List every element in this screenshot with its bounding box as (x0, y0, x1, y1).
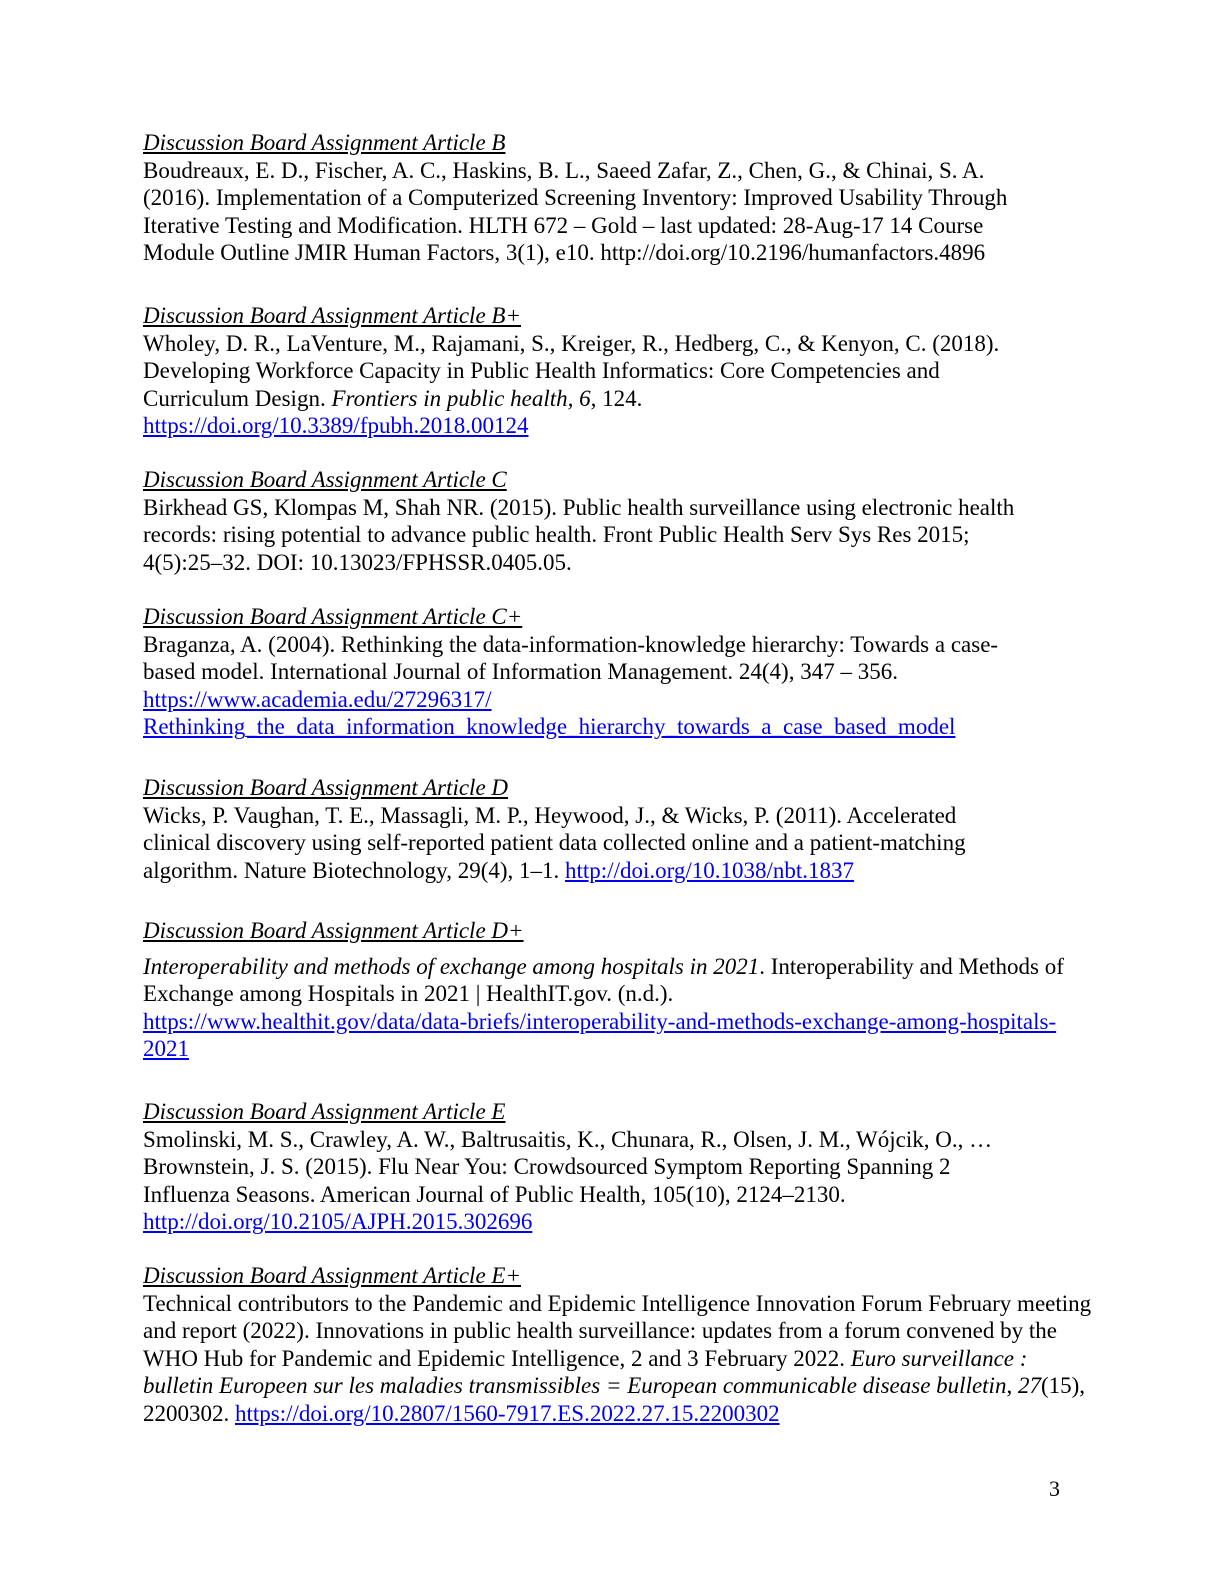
citation-line: clinical discovery using self-reported patient data collected online and a patient-matching (143, 830, 966, 855)
healthit-link[interactable]: https://www.healthit.gov/data/data-briefs/interoperability-and-methods-exchange-among-hospitals- (143, 1008, 1057, 1034)
entry-heading: Discussion Board Assignment Article D (143, 775, 509, 800)
doi-link[interactable]: https://doi.org/10.3389/fpubh.2018.00124 (143, 413, 529, 438)
citation-line: Influenza Seasons. American Journal of Public Health, 105(10), 2124–2130. (143, 1181, 846, 1207)
citation-line: Brownstein, J. S. (2015). Flu Near You: Crowdsourced Symptom Reporting Spanning 2 (143, 1154, 951, 1179)
citation-line: (2016). Implementation of a Computerized Screening Inventory: Improved Usability Through (143, 185, 1008, 210)
citation-line (143, 857, 1133, 885)
citation-line (143, 385, 1133, 413)
entry-heading: Discussion Board Assignment Article B (143, 130, 506, 155)
citation-line: based model. International Journal of Information Management. 24(4), 347 – 356. (143, 659, 898, 684)
reference-entry-d-plus (143, 917, 1133, 1063)
academia-link-continued[interactable]: Rethinking_the_data_information_knowledge_hierarchy_towards_a_case_based_model (143, 714, 956, 739)
reference-entry-c (143, 466, 1133, 576)
citation-line: records: rising potential to advance public health. Front Public Health Serv Sys Res 2015; (143, 522, 970, 547)
citation-text: algorithm. Nature Biotechnology, 29(4), 1–1. (143, 857, 566, 883)
citation-line (143, 412, 1133, 440)
citation-line: 4(5):25–32. DOI: 10.13023/FPHSSR.0405.05. (143, 549, 572, 575)
citation-line: Wholey, D. R., LaVenture, M., Rajamani, S., Kreiger, R., Hedberg, C., & Kenyon, C. (2018). (143, 330, 1000, 356)
citation-line: and report (2022). Innovations in public health surveillance: updates from a forum convened by the (143, 1318, 1057, 1343)
citation-text: . Interoperability and Methods of (759, 953, 1064, 979)
citation-text: 124. (596, 385, 643, 411)
article-title: Interoperability and methods of exchange among hospitals in 2021 (143, 953, 760, 979)
citation-line: Developing Workforce Capacity in Public Health Informatics: Core Competencies and (143, 358, 940, 383)
citation-line (143, 686, 1133, 714)
page-number: 3 (1049, 1476, 1060, 1501)
healthit-link-continued[interactable]: 2021 (143, 1036, 189, 1061)
entry-heading: Discussion Board Assignment Article C (143, 467, 507, 492)
citation-line: Technical contributors to the Pandemic and Epidemic Intelligence Innovation Forum February meeting (143, 1290, 1092, 1316)
citation-line: Exchange among Hospitals in 2021 | HealthIT.gov. (n.d.). (143, 981, 674, 1006)
citation-line (143, 1208, 1133, 1236)
entry-heading: Discussion Board Assignment Article E (143, 1099, 506, 1124)
citation-text: 2200302. (143, 1400, 235, 1426)
doi-link[interactable]: http://doi.org/10.1038/nbt.1837 (565, 857, 855, 883)
citation-line: Boudreaux, E. D., Fischer, A. C., Haskins, B. L., Saeed Zafar, Z., Chen, G., & Chinai, S. A. (143, 157, 985, 183)
volume-number: 27 (1017, 1373, 1041, 1398)
citation-line (143, 953, 1133, 981)
reference-entry-c-plus (143, 603, 1133, 741)
citation-line: Braganza, A. (2004). Rethinking the data-information-knowledge hierarchy: Towards a case- (143, 631, 999, 657)
doi-link[interactable]: http://doi.org/10.2105/AJPH.2015.302696 (143, 1209, 533, 1234)
citation-text: WHO Hub for Pandemic and Epidemic Intelligence, 2 and 3 February 2022. (143, 1345, 851, 1371)
reference-entry-e (143, 1098, 1133, 1236)
entry-heading: Discussion Board Assignment Article B+ (143, 303, 521, 328)
citation-text: (15), (1040, 1373, 1086, 1398)
citation-line (143, 1400, 1133, 1428)
citation-line: Iterative Testing and Modification. HLTH 672 – Gold – last updated: 28-Aug-17 14 Course (143, 212, 984, 238)
citation-line: Module Outline JMIR Human Factors, 3(1), e10. http://doi.org/10.2196/humanfactors.4896 (143, 240, 986, 265)
reference-entry-e-plus (143, 1262, 1133, 1427)
reference-entry-b (143, 129, 1133, 267)
citation-line (143, 1345, 1133, 1373)
reference-entry-b-plus (143, 302, 1133, 440)
citation-line (143, 1035, 1133, 1063)
doi-link[interactable]: https://doi.org/10.2807/1560-7917.ES.2022.27.15.2200302 (235, 1400, 780, 1426)
journal-title: Euro surveillance : (850, 1345, 1028, 1371)
citation-line: Smolinski, M. S., Crawley, A. W., Baltrusaitis, K., Chunara, R., Olsen, J. M., Wójcik, O., … (143, 1126, 993, 1152)
citation-line: Wicks, P. Vaughan, T. E., Massagli, M. P., Heywood, J., & Wicks, P. (2011). Accelerated (143, 802, 957, 828)
journal-title-continued: bulletin Europeen sur les maladies transmissibles = European communicable disease bulletin (143, 1373, 1007, 1398)
entry-heading: Discussion Board Assignment Article C+ (143, 604, 523, 629)
entry-heading: Discussion Board Assignment Article D+ (143, 918, 524, 943)
academia-link[interactable]: https://www.academia.edu/27296317/ (143, 686, 492, 712)
reference-entry-d (143, 774, 1133, 884)
entry-heading: Discussion Board Assignment Article E+ (143, 1263, 521, 1288)
citation-line (143, 1008, 1133, 1036)
citation-text: Curriculum Design. (143, 385, 332, 411)
citation-line (143, 1372, 1133, 1400)
citation-line: Birkhead GS, Klompas M, Shah NR. (2015). Public health surveillance using electronic health (143, 494, 1015, 520)
citation-line (143, 713, 1133, 741)
citation-text: , (1006, 1373, 1018, 1398)
journal-title: Frontiers in public health, 6, (331, 385, 597, 411)
